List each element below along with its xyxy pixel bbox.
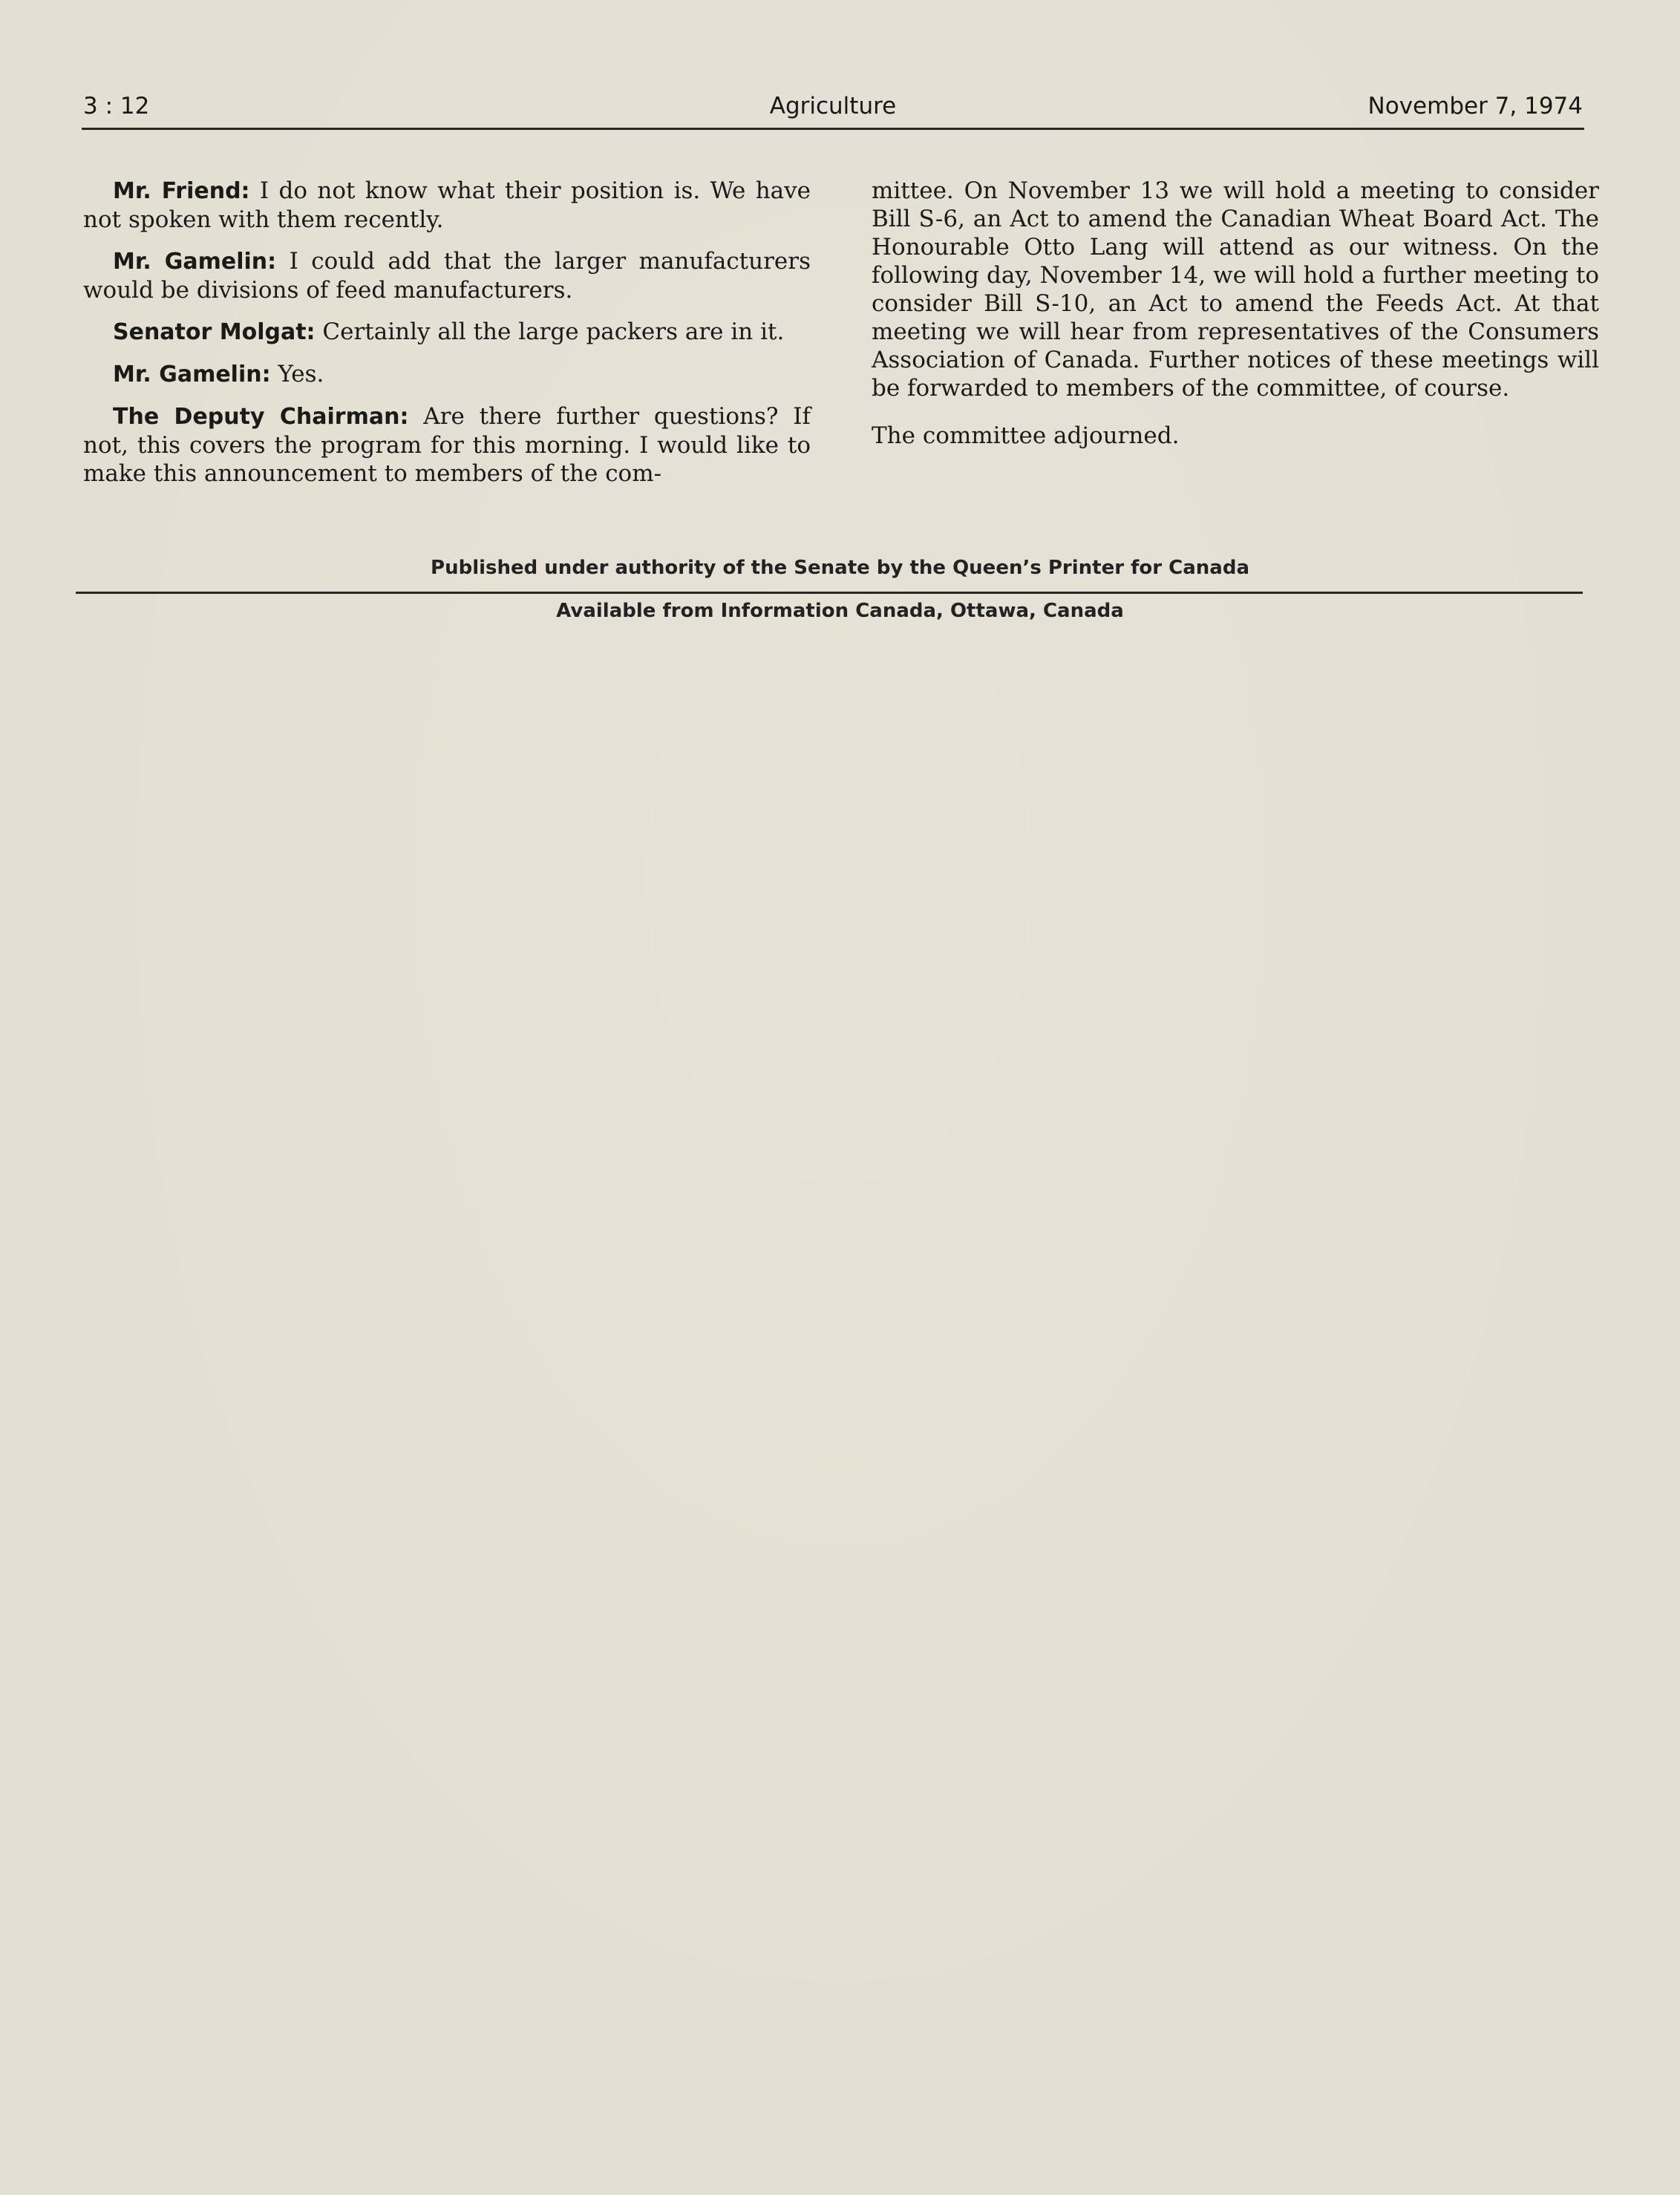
right-column	[872, 177, 1599, 463]
paragraph-5	[83, 402, 811, 488]
speaker-name: Senator Molgat:	[113, 319, 316, 345]
paragraph-1	[83, 177, 811, 234]
speaker-name: Mr. Gamelin:	[113, 362, 271, 387]
page-number: 3 : 12	[83, 93, 150, 120]
paragraph-text: Certainly all the large packers are in it.	[315, 318, 785, 345]
continuation-paragraph: mittee. On November 13 we will hold a meeting to consider Bill S-6, an Act to amend the Canadian Wheat Board Act. The Honourable Otto Lang will attend as our witness. On the following day, November 14, we will hold a further meeting to consider Bill S-10, an Act to amend the Feeds Act. At that meeting we will hear from representatives of the Consumers Association of Canada. Further notices of these meetings will be forwarded to members of the committee, of course.	[872, 177, 1599, 402]
paragraph-text: I do not know what their position is. We have not spoken with them recently.	[83, 177, 811, 233]
speaker-name: Mr. Gamelin:	[113, 249, 277, 275]
publication-notice: Published under authority of the Senate by the Queen’s Printer for Canada	[431, 557, 1249, 579]
header-date: November 7, 1974	[1367, 93, 1583, 120]
adjournment-note: The committee adjourned.	[872, 422, 1180, 449]
availability-notice: Available from Information Canada, Ottawa, Canada	[556, 600, 1124, 622]
paragraph-4	[83, 360, 811, 389]
paragraph-3	[83, 318, 811, 347]
paragraph-text: Are there further questions? If not, this covers the program for this morning. I would like to make this announcement to members of the com-	[83, 403, 811, 487]
left-column	[83, 177, 811, 501]
paragraph-2	[83, 247, 811, 304]
running-title: Agriculture	[769, 93, 897, 120]
page-header	[83, 93, 1583, 128]
paragraph-text: I could add that the larger manufacturers would be divisions of feed manufacturers.	[83, 248, 811, 304]
footer-rule	[76, 592, 1583, 594]
speaker-name: The Deputy Chairman:	[113, 404, 409, 430]
speaker-name: Mr. Friend:	[113, 178, 250, 204]
header-rule	[82, 128, 1584, 130]
paragraph-text: Yes.	[270, 361, 324, 387]
